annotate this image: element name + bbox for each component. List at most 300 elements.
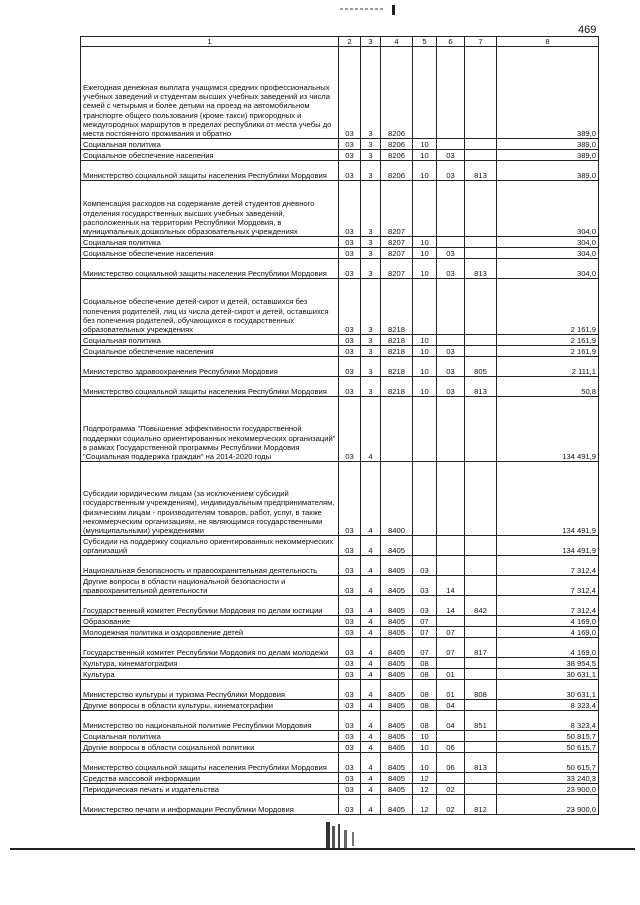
- ministry-code: [465, 346, 497, 357]
- section-code: 03: [413, 596, 437, 616]
- table-row: [81, 161, 599, 181]
- section-code: [413, 279, 437, 335]
- subsection-code: 04: [437, 711, 465, 731]
- code-cell: 03: [339, 536, 361, 556]
- section-code: 10: [413, 357, 437, 377]
- code-cell: 3: [361, 181, 381, 237]
- scan-edge-line: [10, 848, 635, 850]
- amount-value: 304,0: [497, 237, 599, 248]
- code-cell: 03: [339, 658, 361, 669]
- ministry-code: [465, 237, 497, 248]
- section-code: 10: [413, 753, 437, 773]
- row-description: Социальное обеспечение населения: [81, 150, 339, 161]
- ministry-code: [465, 616, 497, 627]
- amount-value: 2 111,1: [497, 357, 599, 377]
- subsection-code: [437, 556, 465, 576]
- ministry-code: [465, 658, 497, 669]
- code-cell: 03: [339, 616, 361, 627]
- section-code: 12: [413, 784, 437, 795]
- section-code: 03: [413, 576, 437, 596]
- code-cell: 4: [361, 627, 381, 638]
- row-description: Социальная политика: [81, 731, 339, 742]
- code-cell: 3: [361, 47, 381, 139]
- code-cell: 3: [361, 335, 381, 346]
- table-row: [81, 638, 599, 658]
- table-row: [81, 357, 599, 377]
- section-code: 10: [413, 346, 437, 357]
- table-row: [81, 627, 599, 638]
- table-row: [81, 237, 599, 248]
- subsection-code: [437, 139, 465, 150]
- column-header: 4: [381, 37, 413, 47]
- ministry-code: 813: [465, 753, 497, 773]
- section-code: 10: [413, 731, 437, 742]
- page-number: 469: [578, 24, 597, 36]
- code-cell: 8405: [381, 669, 413, 680]
- ministry-code: [465, 731, 497, 742]
- table-row: [81, 556, 599, 576]
- code-cell: 4: [361, 680, 381, 700]
- amount-value: 30 631,1: [497, 669, 599, 680]
- subsection-code: [437, 462, 465, 536]
- column-header: 3: [361, 37, 381, 47]
- ministry-code: [465, 279, 497, 335]
- row-description: Другие вопросы в области культуры, кинематографии: [81, 700, 339, 711]
- table-row: [81, 181, 599, 237]
- code-cell: 03: [339, 161, 361, 181]
- subsection-code: 03: [437, 377, 465, 397]
- amount-value: 304,0: [497, 259, 599, 279]
- code-cell: 03: [339, 680, 361, 700]
- row-description: Министерство здравоохранения Республики Мордовия: [81, 357, 339, 377]
- code-cell: 3: [361, 357, 381, 377]
- amount-value: 50,8: [497, 377, 599, 397]
- scan-artifact-top: [340, 2, 400, 12]
- code-cell: 03: [339, 711, 361, 731]
- table-header-row: [81, 37, 599, 47]
- subsection-code: 01: [437, 680, 465, 700]
- row-description: Социальная политика: [81, 237, 339, 248]
- code-cell: 4: [361, 576, 381, 596]
- section-code: [413, 536, 437, 556]
- code-cell: 8218: [381, 377, 413, 397]
- code-cell: 03: [339, 731, 361, 742]
- ministry-code: [465, 700, 497, 711]
- code-cell: 4: [361, 742, 381, 753]
- ministry-code: [465, 784, 497, 795]
- section-code: 10: [413, 259, 437, 279]
- code-cell: 8207: [381, 237, 413, 248]
- column-header: 5: [413, 37, 437, 47]
- section-code: 07: [413, 638, 437, 658]
- code-cell: 8405: [381, 627, 413, 638]
- code-cell: 8405: [381, 658, 413, 669]
- code-cell: 03: [339, 335, 361, 346]
- code-cell: 8405: [381, 596, 413, 616]
- table-row: [81, 279, 599, 335]
- column-header: 2: [339, 37, 361, 47]
- amount-value: 389,0: [497, 47, 599, 139]
- code-cell: 3: [361, 279, 381, 335]
- section-code: 08: [413, 658, 437, 669]
- ministry-code: 813: [465, 377, 497, 397]
- subsection-code: 14: [437, 596, 465, 616]
- subsection-code: 06: [437, 742, 465, 753]
- code-cell: 8207: [381, 259, 413, 279]
- code-cell: 8405: [381, 742, 413, 753]
- section-code: 10: [413, 248, 437, 259]
- code-cell: 03: [339, 181, 361, 237]
- section-code: 08: [413, 680, 437, 700]
- amount-value: 50 815,7: [497, 731, 599, 742]
- table-row: [81, 259, 599, 279]
- row-description: Образование: [81, 616, 339, 627]
- table-row: [81, 773, 599, 784]
- code-cell: 3: [361, 248, 381, 259]
- code-cell: 8400: [381, 462, 413, 536]
- scan-artifact-bottom: [318, 818, 378, 856]
- section-code: [413, 47, 437, 139]
- code-cell: 8218: [381, 346, 413, 357]
- code-cell: 3: [361, 346, 381, 357]
- subsection-code: 03: [437, 161, 465, 181]
- code-cell: 4: [361, 795, 381, 815]
- code-cell: 03: [339, 397, 361, 462]
- amount-value: 50 615,7: [497, 753, 599, 773]
- code-cell: 8405: [381, 731, 413, 742]
- table-row: [81, 377, 599, 397]
- section-code: [413, 462, 437, 536]
- ministry-code: 842: [465, 596, 497, 616]
- row-description: Культура: [81, 669, 339, 680]
- subsection-code: 03: [437, 259, 465, 279]
- code-cell: 03: [339, 753, 361, 773]
- subsection-code: 14: [437, 576, 465, 596]
- code-cell: 8405: [381, 576, 413, 596]
- code-cell: 4: [361, 753, 381, 773]
- subsection-code: 03: [437, 150, 465, 161]
- code-cell: 03: [339, 462, 361, 536]
- code-cell: 8405: [381, 700, 413, 711]
- subsection-code: 02: [437, 795, 465, 815]
- code-cell: 4: [361, 773, 381, 784]
- ministry-code: [465, 335, 497, 346]
- row-description: Государственный комитет Республики Мордовия по делам юстиции: [81, 596, 339, 616]
- row-description: Социальное обеспечение детей-сирот и детей, оставшихся без попечения родителей, лиц из числа детей-сирот и детей, оставшихся без попечения родителей, обучающихся в государственных образовательных учреждениях: [81, 279, 339, 335]
- code-cell: 8207: [381, 248, 413, 259]
- row-description: Национальная безопасность и правоохранительная деятельность: [81, 556, 339, 576]
- amount-value: 33 240,3: [497, 773, 599, 784]
- ministry-code: 812: [465, 795, 497, 815]
- section-code: 10: [413, 139, 437, 150]
- column-header: 6: [437, 37, 465, 47]
- table-row: [81, 536, 599, 556]
- row-description: Социальное обеспечение населения: [81, 346, 339, 357]
- code-cell: 03: [339, 377, 361, 397]
- amount-value: 7 312,4: [497, 556, 599, 576]
- amount-value: 134 491,9: [497, 397, 599, 462]
- code-cell: 8206: [381, 139, 413, 150]
- code-cell: 03: [339, 150, 361, 161]
- row-description: Периодическая печать и издательства: [81, 784, 339, 795]
- section-code: 10: [413, 377, 437, 397]
- code-cell: 03: [339, 795, 361, 815]
- code-cell: 03: [339, 357, 361, 377]
- table-row: [81, 669, 599, 680]
- amount-value: 2 161,9: [497, 279, 599, 335]
- amount-value: 50 615,7: [497, 742, 599, 753]
- ministry-code: [465, 742, 497, 753]
- code-cell: 8405: [381, 711, 413, 731]
- code-cell: 3: [361, 259, 381, 279]
- row-description: Государственный комитет Республики Мордовия по делам молодежи: [81, 638, 339, 658]
- column-header: 8: [497, 37, 599, 47]
- code-cell: 8218: [381, 279, 413, 335]
- code-cell: 4: [361, 556, 381, 576]
- code-cell: 8405: [381, 616, 413, 627]
- code-cell: 4: [361, 731, 381, 742]
- code-cell: 4: [361, 700, 381, 711]
- section-code: [413, 397, 437, 462]
- subsection-code: 07: [437, 638, 465, 658]
- table-row: [81, 658, 599, 669]
- ministry-code: 813: [465, 259, 497, 279]
- code-cell: 3: [361, 161, 381, 181]
- table-row: [81, 576, 599, 596]
- code-cell: 8206: [381, 150, 413, 161]
- code-cell: 8405: [381, 753, 413, 773]
- table-row: [81, 335, 599, 346]
- code-cell: 8405: [381, 680, 413, 700]
- amount-value: 389,0: [497, 161, 599, 181]
- ministry-code: [465, 248, 497, 259]
- ministry-code: [465, 181, 497, 237]
- subsection-code: [437, 616, 465, 627]
- section-code: 03: [413, 556, 437, 576]
- row-description: Средства массовой информации: [81, 773, 339, 784]
- column-header: 1: [81, 37, 339, 47]
- ministry-code: [465, 397, 497, 462]
- row-description: Министерство социальной защиты населения Республики Мордовия: [81, 377, 339, 397]
- amount-value: 4 169,0: [497, 616, 599, 627]
- amount-value: 4 169,0: [497, 627, 599, 638]
- ministry-code: [465, 139, 497, 150]
- amount-value: 134 491,9: [497, 536, 599, 556]
- code-cell: 03: [339, 237, 361, 248]
- row-description: Министерство социальной защиты населения Республики Мордовия: [81, 753, 339, 773]
- code-cell: 8405: [381, 556, 413, 576]
- table-row: [81, 795, 599, 815]
- table-row: [81, 784, 599, 795]
- table-row: [81, 248, 599, 259]
- subsection-code: [437, 658, 465, 669]
- table-row: [81, 397, 599, 462]
- code-cell: 4: [361, 669, 381, 680]
- table-row: [81, 616, 599, 627]
- amount-value: 134 491,9: [497, 462, 599, 536]
- amount-value: 389,0: [497, 139, 599, 150]
- code-cell: 8218: [381, 357, 413, 377]
- row-description: Министерство печати и информации Республики Мордовия: [81, 795, 339, 815]
- section-code: 08: [413, 711, 437, 731]
- amount-value: 30 631,1: [497, 680, 599, 700]
- subsection-code: [437, 773, 465, 784]
- code-cell: 8405: [381, 773, 413, 784]
- subsection-code: 03: [437, 248, 465, 259]
- table-row: [81, 346, 599, 357]
- table-row: [81, 680, 599, 700]
- subsection-code: [437, 279, 465, 335]
- code-cell: 8206: [381, 47, 413, 139]
- section-code: 08: [413, 669, 437, 680]
- subsection-code: [437, 47, 465, 139]
- section-code: [413, 181, 437, 237]
- code-cell: 4: [361, 596, 381, 616]
- section-code: 10: [413, 237, 437, 248]
- row-description: Министерство социальной защиты населения Республики Мордовия: [81, 259, 339, 279]
- code-cell: 03: [339, 742, 361, 753]
- ministry-code: 817: [465, 638, 497, 658]
- table-row: [81, 47, 599, 139]
- table-row: [81, 150, 599, 161]
- section-code: 10: [413, 742, 437, 753]
- code-cell: 8206: [381, 161, 413, 181]
- row-description: Социальная политика: [81, 335, 339, 346]
- subsection-code: 02: [437, 784, 465, 795]
- code-cell: 8405: [381, 784, 413, 795]
- section-code: 12: [413, 773, 437, 784]
- subsection-code: [437, 536, 465, 556]
- ministry-code: 851: [465, 711, 497, 731]
- row-description: Субсидии юридическим лицам (за исключением субсидий государственным учреждениям), индивидуальным предпринимателям, физическим лицам - производителям товаров, работ, услуг, в также некоммерческим организациям, не являющимся государственными (муниципальными) учреждениями: [81, 462, 339, 536]
- table-row: [81, 596, 599, 616]
- subsection-code: [437, 181, 465, 237]
- amount-value: 389,0: [497, 150, 599, 161]
- code-cell: 03: [339, 259, 361, 279]
- code-cell: 4: [361, 711, 381, 731]
- amount-value: 7 312,4: [497, 576, 599, 596]
- code-cell: 03: [339, 47, 361, 139]
- code-cell: 4: [361, 658, 381, 669]
- ministry-code: [465, 536, 497, 556]
- ministry-code: [465, 669, 497, 680]
- code-cell: 03: [339, 700, 361, 711]
- amount-value: 2 161,9: [497, 335, 599, 346]
- code-cell: 4: [361, 784, 381, 795]
- code-cell: 03: [339, 279, 361, 335]
- row-description: Другие вопросы в области национальной безопасности и правоохранительной деятельности: [81, 576, 339, 596]
- ministry-code: [465, 627, 497, 638]
- code-cell: 4: [361, 462, 381, 536]
- ministry-code: [465, 47, 497, 139]
- subsection-code: [437, 237, 465, 248]
- ministry-code: [465, 462, 497, 536]
- row-description: Субсидии на поддержку социально ориентированных некоммерческих организаций: [81, 536, 339, 556]
- section-code: 07: [413, 616, 437, 627]
- code-cell: 4: [361, 397, 381, 462]
- row-description: Министерство социальной защиты населения Республики Мордовия: [81, 161, 339, 181]
- row-description: Ежегодная денежная выплата учащимся средних профессиональных учебных заведений и студентам высших учебных заведений из числа семей с четырьмя и более детьми на проезд на автомобильном транспорте общего пользования (кроме такси) пригородных и междугородных маршрутов в пределах республики от места учебы до места постоянного проживания и обратно: [81, 47, 339, 139]
- code-cell: 03: [339, 556, 361, 576]
- code-cell: 03: [339, 346, 361, 357]
- code-cell: 03: [339, 596, 361, 616]
- code-cell: 8405: [381, 638, 413, 658]
- budget-allocation-table: [80, 36, 599, 815]
- code-cell: 03: [339, 576, 361, 596]
- column-header: 7: [465, 37, 497, 47]
- section-code: 12: [413, 795, 437, 815]
- subsection-code: 01: [437, 669, 465, 680]
- subsection-code: 03: [437, 357, 465, 377]
- table-row: [81, 700, 599, 711]
- code-cell: 8207: [381, 181, 413, 237]
- table-row: [81, 462, 599, 536]
- code-cell: 03: [339, 248, 361, 259]
- amount-value: 23 900,0: [497, 784, 599, 795]
- subsection-code: 03: [437, 346, 465, 357]
- row-description: Министерство по национальной политике Республики Мордовия: [81, 711, 339, 731]
- amount-value: 2 161,9: [497, 346, 599, 357]
- code-cell: 03: [339, 773, 361, 784]
- ministry-code: [465, 773, 497, 784]
- code-cell: 3: [361, 237, 381, 248]
- row-description: Молодежная политика и оздоровление детей: [81, 627, 339, 638]
- subsection-code: [437, 731, 465, 742]
- code-cell: 8218: [381, 335, 413, 346]
- code-cell: 03: [339, 139, 361, 150]
- section-code: 10: [413, 150, 437, 161]
- section-code: 07: [413, 627, 437, 638]
- ministry-code: [465, 556, 497, 576]
- code-cell: 03: [339, 784, 361, 795]
- row-description: Министерство культуры и туризма Республики Мордовия: [81, 680, 339, 700]
- row-description: Подпрограмма "Повышение эффективности государственной поддержки социально ориентированных некоммерческих организаций" в рамках Государственной программы Республики Мордовия "Социальная поддержка граждан" на 2014-2020 годы: [81, 397, 339, 462]
- code-cell: 3: [361, 150, 381, 161]
- code-cell: 8405: [381, 795, 413, 815]
- amount-value: 4 169,0: [497, 638, 599, 658]
- table-row: [81, 753, 599, 773]
- section-code: 10: [413, 161, 437, 181]
- table-row: [81, 742, 599, 753]
- amount-value: 304,0: [497, 248, 599, 259]
- row-description: Другие вопросы в области социальной политики: [81, 742, 339, 753]
- subsection-code: 06: [437, 753, 465, 773]
- amount-value: 8 323,4: [497, 700, 599, 711]
- code-cell: 03: [339, 638, 361, 658]
- row-description: Культура, кинематография: [81, 658, 339, 669]
- table-row: [81, 731, 599, 742]
- row-description: Социальное обеспечение населения: [81, 248, 339, 259]
- code-cell: 4: [361, 536, 381, 556]
- amount-value: 304,0: [497, 181, 599, 237]
- code-cell: 8405: [381, 536, 413, 556]
- section-code: 08: [413, 700, 437, 711]
- code-cell: 03: [339, 627, 361, 638]
- subsection-code: [437, 335, 465, 346]
- amount-value: 7 312,4: [497, 596, 599, 616]
- subsection-code: [437, 397, 465, 462]
- subsection-code: 04: [437, 700, 465, 711]
- ministry-code: 805: [465, 357, 497, 377]
- code-cell: 03: [339, 669, 361, 680]
- subsection-code: 07: [437, 627, 465, 638]
- table-row: [81, 139, 599, 150]
- table-body: [81, 47, 599, 815]
- code-cell: [381, 397, 413, 462]
- amount-value: 23 900,0: [497, 795, 599, 815]
- row-description: Социальная политика: [81, 139, 339, 150]
- ministry-code: [465, 150, 497, 161]
